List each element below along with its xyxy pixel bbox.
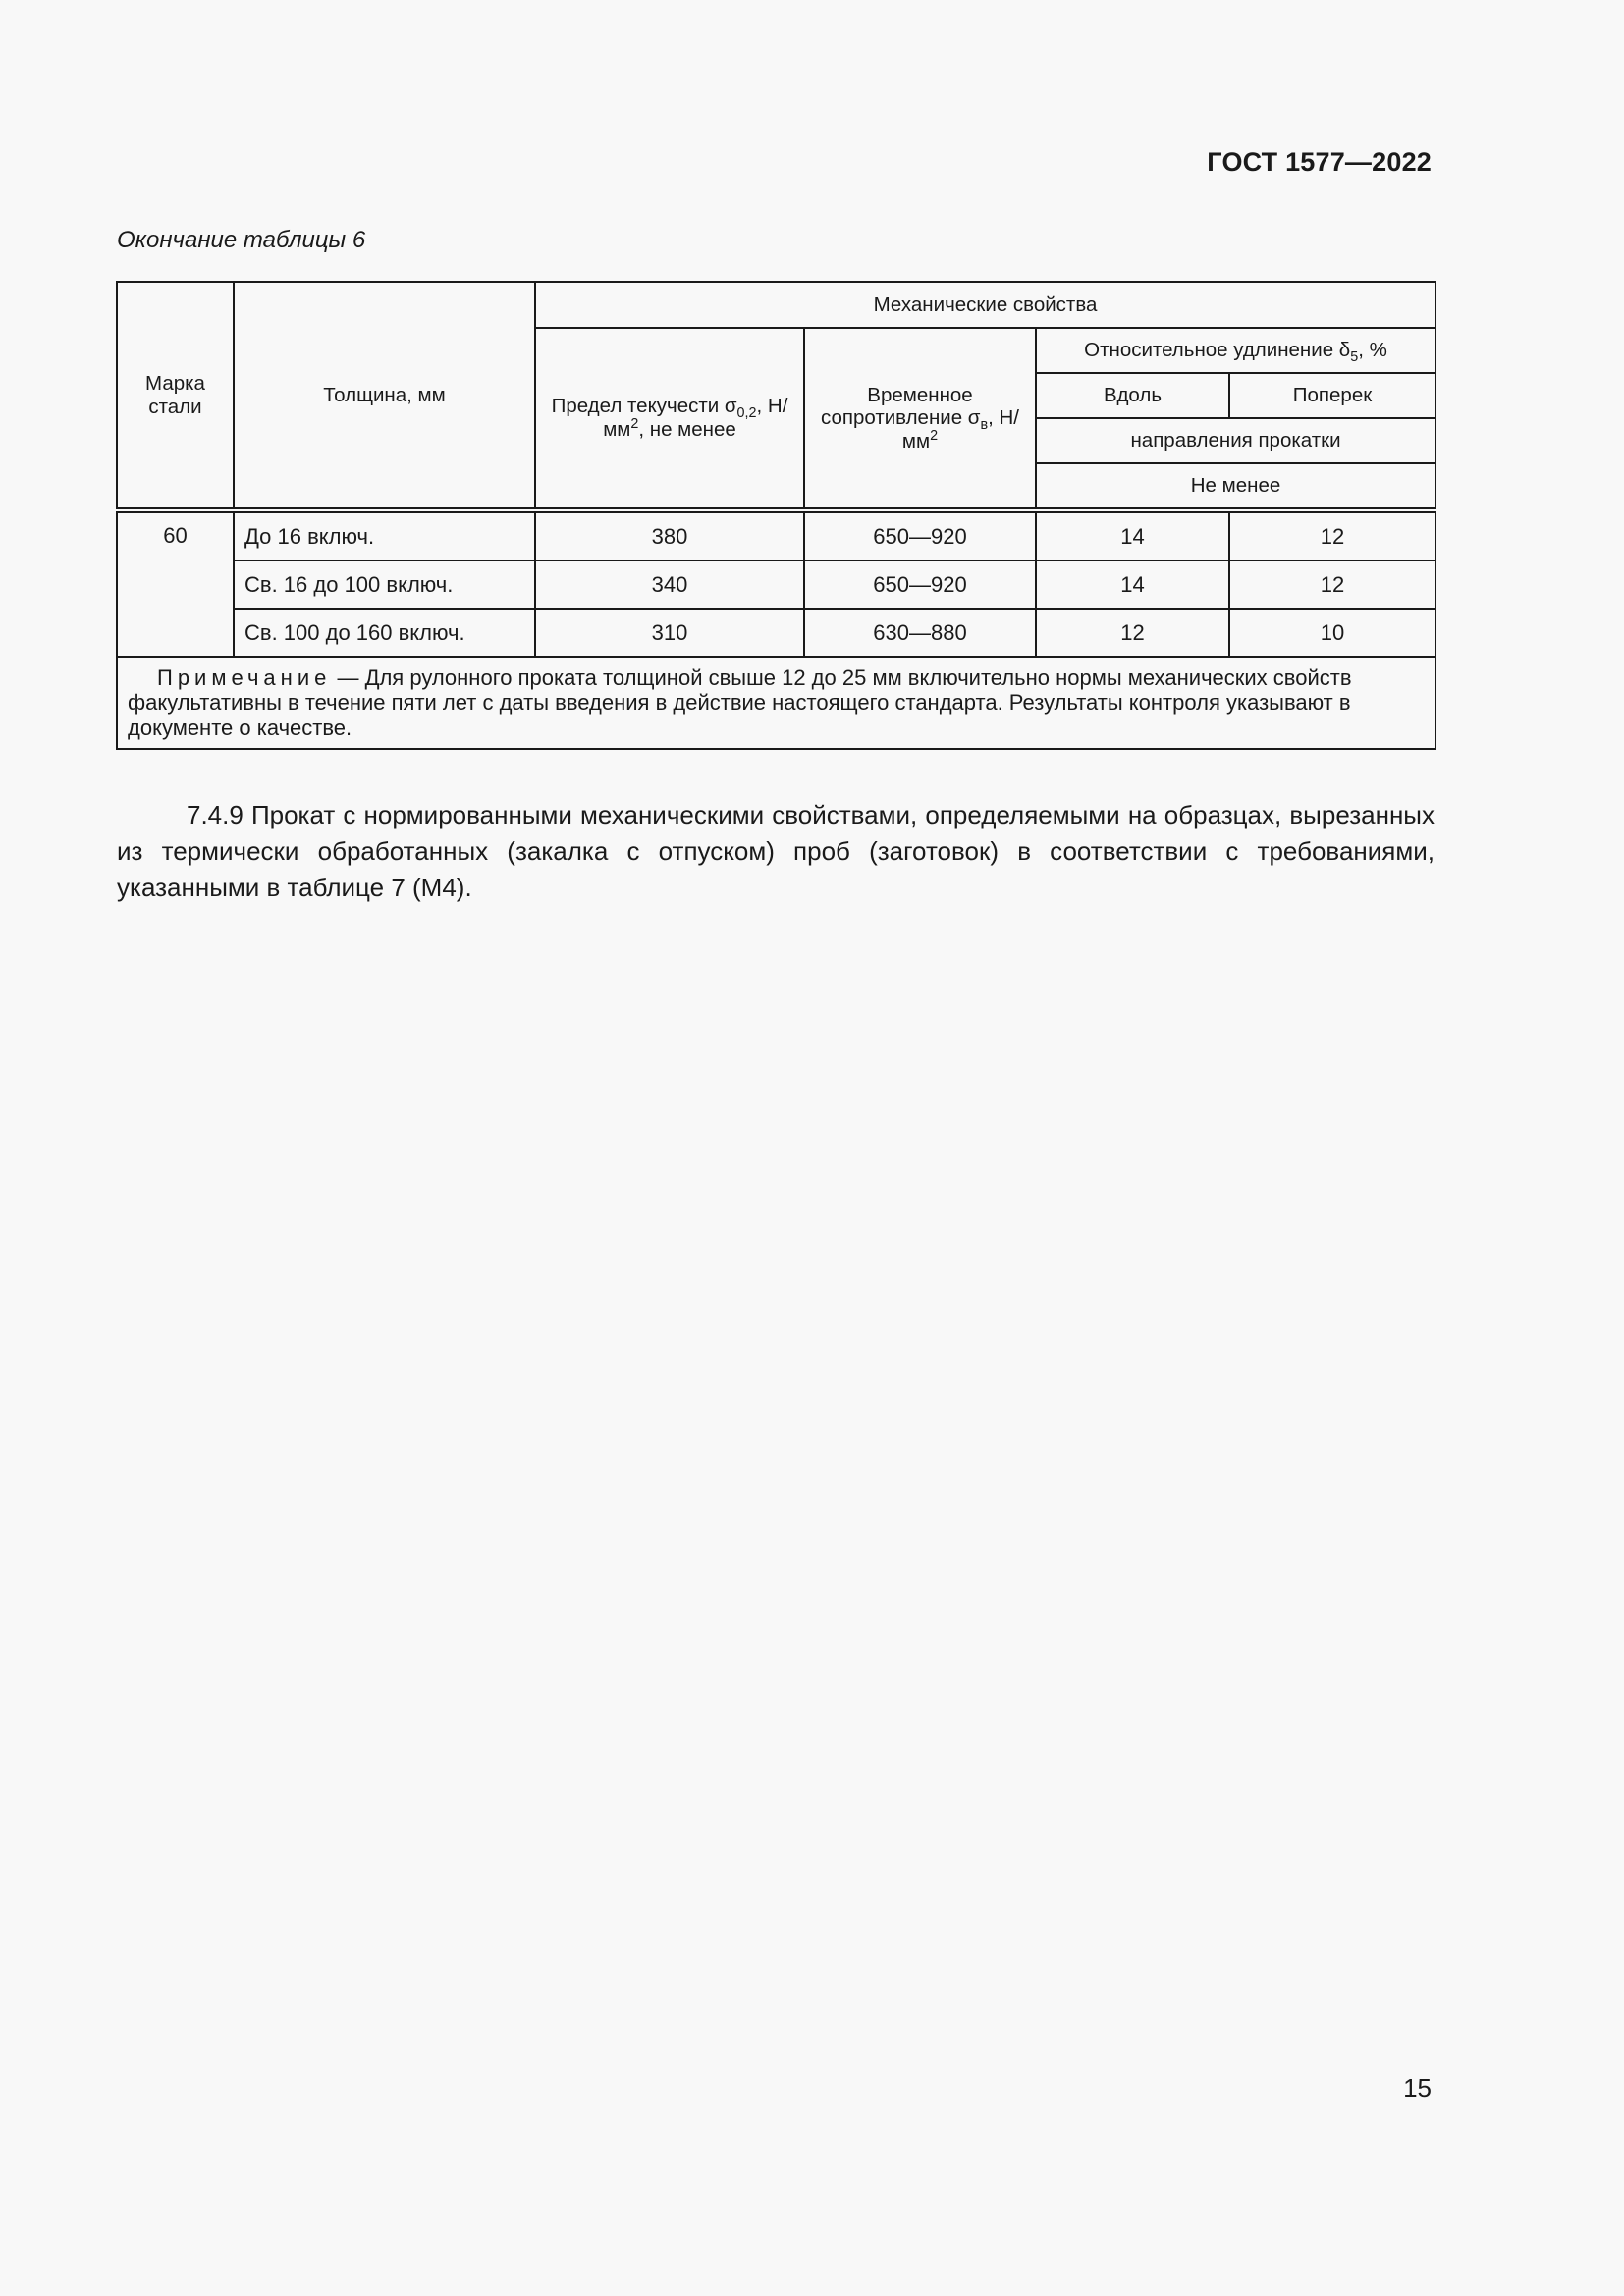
header-elongation: Относительное удлинение $\delta_5$, % bbox=[1036, 328, 1435, 373]
table-row bbox=[117, 510, 1435, 561]
note-text: — Для рулонного проката толщиной свыше 12 до 25 мм включительно нормы механических свойств факультативны в течение пяти лет с даты введения в действие настоящего стандарта. Результаты контроля указывают в документе о качестве. bbox=[128, 666, 1352, 740]
mechanical-properties-table bbox=[116, 281, 1436, 750]
paragraph-7-4-9: 7.4.9 Прокат с нормированными механическими свойствами, определяемыми на образцах, вырезанных из термически обработанных (закалка с отпуском) проб (заготовок) в соответствии с требованиями, указанными в таблице 7 (М4). bbox=[117, 800, 1435, 902]
yield-cell: 310 bbox=[535, 609, 804, 657]
note-label: Примечание bbox=[157, 666, 332, 690]
thickness-cell: Св. 16 до 100 включ. bbox=[234, 561, 535, 609]
thickness-cell: Св. 100 до 160 включ. bbox=[234, 609, 535, 657]
thickness-cell: До 16 включ. bbox=[234, 510, 535, 561]
across-cell: 10 bbox=[1229, 609, 1435, 657]
header-grade: Марка стали bbox=[117, 282, 234, 510]
header-across: Поперек bbox=[1229, 373, 1435, 418]
header-along: Вдоль bbox=[1036, 373, 1229, 418]
grade-cell: 60 bbox=[117, 510, 234, 657]
yield-cell: 380 bbox=[535, 510, 804, 561]
table-caption: Окончание таблицы 6 bbox=[117, 227, 366, 253]
table-row bbox=[117, 561, 1435, 609]
header-mechanical-properties: Механические свойства bbox=[535, 282, 1435, 328]
table-note bbox=[117, 657, 1435, 749]
header-tensile-strength: Временное сопротивление $\sigma_в$, $Н/мм^2$ bbox=[804, 328, 1036, 510]
header-yield-strength: Предел текучести $\sigma_{0,2}$, $Н/мм^2$, не менее bbox=[535, 328, 804, 510]
tensile-cell: 630—880 bbox=[804, 609, 1036, 657]
along-cell: 14 bbox=[1036, 510, 1229, 561]
header-minimum: Не менее bbox=[1036, 463, 1435, 510]
table-row bbox=[117, 609, 1435, 657]
header-thickness: Толщина, мм bbox=[234, 282, 535, 510]
along-cell: 12 bbox=[1036, 609, 1229, 657]
across-cell: 12 bbox=[1229, 561, 1435, 609]
across-cell: 12 bbox=[1229, 510, 1435, 561]
tensile-cell: 650—920 bbox=[804, 561, 1036, 609]
document-code: ГОСТ 1577—2022 bbox=[1207, 147, 1432, 177]
header-rolling-direction: направления прокатки bbox=[1036, 418, 1435, 463]
along-cell: 14 bbox=[1036, 561, 1229, 609]
table-note-row bbox=[117, 657, 1435, 749]
page-number: 15 bbox=[1403, 2073, 1432, 2103]
yield-cell: 340 bbox=[535, 561, 804, 609]
tensile-cell: 650—920 bbox=[804, 510, 1036, 561]
